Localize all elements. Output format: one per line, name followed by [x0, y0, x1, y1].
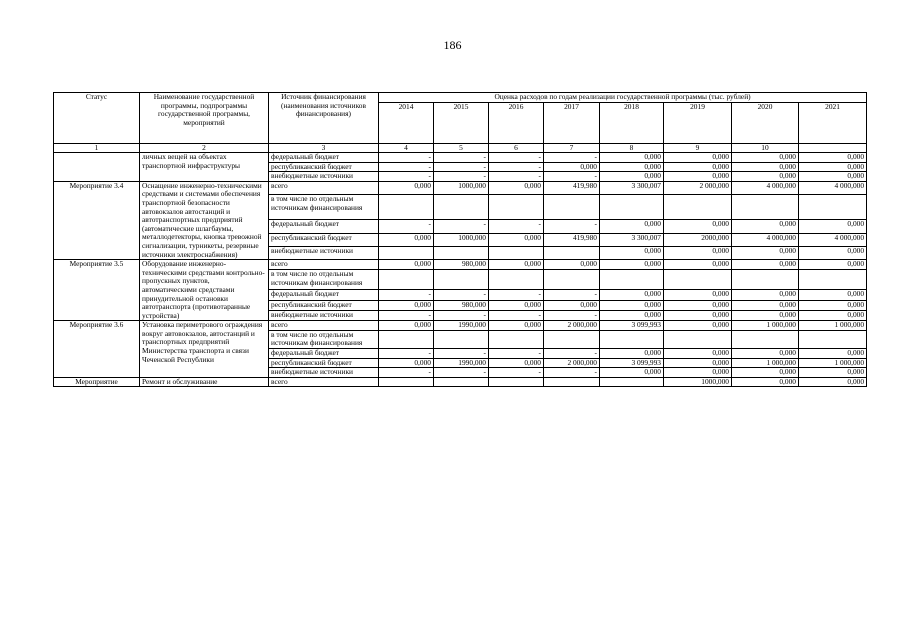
value-cell: -: [434, 162, 489, 172]
column-number-row: [54, 144, 867, 153]
value-cell: 3 099,993: [600, 358, 664, 368]
header-year: 2019: [664, 103, 732, 144]
value-cell: 980,000: [434, 300, 489, 310]
measure-name-cell: Установка периметрового ограждения вокруг автовокзалов, автостанций и транспортных предприятий Министерства транспорта и связи Чеченской Республики: [140, 321, 269, 378]
value-cell: -: [379, 290, 434, 300]
value-cell: [732, 270, 799, 290]
value-cell: [799, 270, 867, 290]
value-cell: 0,000: [732, 220, 799, 233]
value-cell: 0,000: [600, 260, 664, 270]
value-cell: 3 300,007: [600, 181, 664, 194]
value-cell: 0,000: [799, 260, 867, 270]
header-source: Источник финансирования (наименования источников финансирования): [269, 93, 379, 144]
value-cell: 0,000: [489, 260, 544, 270]
funding-source-cell: всего: [269, 321, 379, 331]
value-cell: 2 000,000: [664, 181, 732, 194]
value-cell: 0,000: [489, 233, 544, 246]
budget-table: [53, 92, 867, 387]
measure-name-cell: Ремонт и обслуживание: [140, 377, 269, 387]
value-cell: 0,000: [664, 300, 732, 310]
page-number: 186: [443, 38, 462, 52]
value-cell: [434, 270, 489, 290]
value-cell: 0,000: [799, 162, 867, 172]
header-year: 2021: [799, 103, 867, 144]
value-cell: 0,000: [799, 153, 867, 163]
value-cell: 1 000,000: [732, 358, 799, 368]
value-cell: 2 000,000: [544, 358, 600, 368]
value-cell: [600, 270, 664, 290]
value-cell: -: [434, 368, 489, 378]
value-cell: 0,000: [732, 377, 799, 387]
header-year: 2017: [544, 103, 600, 144]
funding-source-cell: федеральный бюджет: [269, 349, 379, 359]
value-cell: [434, 246, 489, 259]
value-cell: 0,000: [664, 290, 732, 300]
header-status: Статус: [54, 93, 140, 144]
funding-source-cell: всего: [269, 377, 379, 387]
funding-source-cell: в том числе по отдельным источникам финансирования: [269, 195, 379, 220]
funding-source-cell: всего: [269, 260, 379, 270]
value-cell: -: [489, 368, 544, 378]
column-number: 4: [379, 144, 434, 153]
value-cell: [664, 270, 732, 290]
value-cell: -: [544, 153, 600, 163]
value-cell: 0,000: [600, 368, 664, 378]
header-name: Наименование государственной программы, подпрограммы государственной программы, мероприятий: [140, 93, 269, 144]
value-cell: [600, 195, 664, 220]
value-cell: 0,000: [544, 162, 600, 172]
value-cell: 0,000: [489, 181, 544, 194]
value-cell: 0,000: [664, 246, 732, 259]
value-cell: [489, 246, 544, 259]
value-cell: -: [489, 162, 544, 172]
value-cell: 1000,000: [664, 377, 732, 387]
measure-name-cell: Оснащение инженерно-техническими средствами и системами обеспечения транспортной безопасности автовокзалов автостанций и автотранспортных предприятий (автоматические шлагбаумы, металлодетекторы, кнопка тревожной сигнализации, турникеты, резервные источники электроснабжения): [140, 181, 269, 259]
value-cell: -: [434, 349, 489, 359]
value-cell: 0,000: [379, 233, 434, 246]
value-cell: -: [379, 220, 434, 233]
funding-source-cell: федеральный бюджет: [269, 153, 379, 163]
value-cell: 0,000: [664, 260, 732, 270]
measure-name-cell: личных вещей на объектах транспортной инфраструктуры: [140, 153, 269, 182]
column-number: 5: [434, 144, 489, 153]
value-cell: 0,000: [799, 172, 867, 182]
value-cell: [600, 330, 664, 348]
value-cell: -: [434, 172, 489, 182]
value-cell: 0,000: [732, 246, 799, 259]
value-cell: 4 000,000: [732, 233, 799, 246]
table-row: [54, 153, 867, 163]
value-cell: 0,000: [799, 368, 867, 378]
value-cell: 0,000: [489, 300, 544, 310]
column-number: 6: [489, 144, 544, 153]
value-cell: 0,000: [732, 349, 799, 359]
value-cell: [664, 195, 732, 220]
column-number: 8: [600, 144, 664, 153]
value-cell: -: [379, 349, 434, 359]
value-cell: 419,980: [544, 233, 600, 246]
value-cell: 0,000: [600, 220, 664, 233]
value-cell: 0,000: [379, 358, 434, 368]
value-cell: [379, 270, 434, 290]
value-cell: -: [379, 162, 434, 172]
value-cell: 0,000: [600, 153, 664, 163]
value-cell: -: [489, 310, 544, 320]
table-body: [54, 153, 867, 387]
value-cell: 0,000: [379, 260, 434, 270]
value-cell: 0,000: [799, 290, 867, 300]
header-year: 2020: [732, 103, 799, 144]
value-cell: 0,000: [799, 377, 867, 387]
funding-source-cell: в том числе по отдельным источникам финансирования: [269, 330, 379, 348]
value-cell: 0,000: [600, 290, 664, 300]
value-cell: [379, 195, 434, 220]
column-number: 3: [269, 144, 379, 153]
value-cell: -: [489, 220, 544, 233]
funding-source-cell: всего: [269, 181, 379, 194]
value-cell: -: [379, 310, 434, 320]
value-cell: -: [489, 349, 544, 359]
value-cell: [664, 330, 732, 348]
column-number: 2: [140, 144, 269, 153]
status-cell: [54, 153, 140, 182]
value-cell: 0,000: [664, 172, 732, 182]
value-cell: 4 000,000: [799, 181, 867, 194]
value-cell: 0,000: [664, 368, 732, 378]
value-cell: [732, 330, 799, 348]
value-cell: 4 000,000: [799, 233, 867, 246]
value-cell: -: [544, 172, 600, 182]
funding-source-cell: внебюджетные источники: [269, 368, 379, 378]
value-cell: 0,000: [732, 153, 799, 163]
value-cell: 0,000: [379, 300, 434, 310]
value-cell: 0,000: [664, 162, 732, 172]
value-cell: 0,000: [799, 349, 867, 359]
value-cell: 0,000: [732, 172, 799, 182]
value-cell: [600, 377, 664, 387]
value-cell: [379, 246, 434, 259]
header-estimate: Оценка расходов по годам реализации государственной программы (тыс. рублей): [379, 93, 867, 103]
value-cell: -: [544, 290, 600, 300]
value-cell: -: [379, 368, 434, 378]
value-cell: -: [434, 220, 489, 233]
funding-source-cell: республиканский бюджет: [269, 300, 379, 310]
value-cell: 0,000: [600, 246, 664, 259]
value-cell: -: [544, 310, 600, 320]
value-cell: 0,000: [732, 310, 799, 320]
status-cell: Мероприятие 3.4: [54, 181, 140, 259]
value-cell: [434, 330, 489, 348]
value-cell: [434, 195, 489, 220]
value-cell: 980,000: [434, 260, 489, 270]
funding-source-cell: республиканский бюджет: [269, 162, 379, 172]
value-cell: 0,000: [600, 162, 664, 172]
value-cell: 0,000: [600, 349, 664, 359]
value-cell: 0,000: [600, 172, 664, 182]
value-cell: 0,000: [489, 358, 544, 368]
value-cell: -: [544, 368, 600, 378]
value-cell: 1990,000: [434, 321, 489, 331]
value-cell: 0,000: [664, 153, 732, 163]
funding-source-cell: республиканский бюджет: [269, 358, 379, 368]
value-cell: 0,000: [664, 310, 732, 320]
value-cell: 0,000: [664, 358, 732, 368]
value-cell: [489, 330, 544, 348]
funding-source-cell: внебюджетные источники: [269, 310, 379, 320]
value-cell: [489, 270, 544, 290]
value-cell: -: [434, 290, 489, 300]
value-cell: 0,000: [600, 300, 664, 310]
value-cell: 0,000: [664, 349, 732, 359]
value-cell: 0,000: [799, 310, 867, 320]
value-cell: 0,000: [799, 300, 867, 310]
value-cell: -: [489, 172, 544, 182]
value-cell: -: [544, 349, 600, 359]
value-cell: [544, 270, 600, 290]
status-cell: Мероприятие 3.6: [54, 321, 140, 378]
value-cell: 0,000: [732, 162, 799, 172]
value-cell: [732, 195, 799, 220]
value-cell: 2000,000: [664, 233, 732, 246]
funding-source-cell: в том числе по отдельным источникам финансирования: [269, 270, 379, 290]
value-cell: 1990,000: [434, 358, 489, 368]
value-cell: -: [544, 220, 600, 233]
table-row: [54, 321, 867, 331]
value-cell: 0,000: [489, 321, 544, 331]
funding-source-cell: внебюджетные источники: [269, 172, 379, 182]
value-cell: 4 000,000: [732, 181, 799, 194]
header-year: 2018: [600, 103, 664, 144]
value-cell: 0,000: [732, 300, 799, 310]
value-cell: 0,000: [544, 260, 600, 270]
value-cell: -: [379, 153, 434, 163]
status-cell: Мероприятие: [54, 377, 140, 387]
column-number: [799, 144, 867, 153]
value-cell: 1 000,000: [799, 321, 867, 331]
value-cell: [434, 377, 489, 387]
value-cell: 0,000: [732, 290, 799, 300]
value-cell: [489, 195, 544, 220]
column-number: 7: [544, 144, 600, 153]
value-cell: [544, 195, 600, 220]
measure-name-cell: Оборудование инженерно-техническими средствами контрольно-пропускных пунктов, автоматическими средствами принудительной остановки автотранспорта (противотаранные устройства): [140, 260, 269, 321]
value-cell: [379, 330, 434, 348]
value-cell: [799, 195, 867, 220]
column-number: 9: [664, 144, 732, 153]
value-cell: 2 000,000: [544, 321, 600, 331]
header-year: 2016: [489, 103, 544, 144]
table-row: [54, 377, 867, 387]
table-row: [54, 181, 867, 194]
value-cell: 0,000: [379, 321, 434, 331]
value-cell: [544, 246, 600, 259]
value-cell: -: [489, 153, 544, 163]
header-year: 2014: [379, 103, 434, 144]
funding-source-cell: республиканский бюджет: [269, 233, 379, 246]
value-cell: 0,000: [799, 220, 867, 233]
value-cell: -: [379, 172, 434, 182]
table-row: [54, 260, 867, 270]
value-cell: [544, 330, 600, 348]
funding-source-cell: федеральный бюджет: [269, 290, 379, 300]
value-cell: 0,000: [732, 260, 799, 270]
value-cell: 0,000: [379, 181, 434, 194]
value-cell: 1 000,000: [732, 321, 799, 331]
value-cell: [799, 330, 867, 348]
value-cell: 0,000: [600, 310, 664, 320]
column-number: 10: [732, 144, 799, 153]
value-cell: 0,000: [664, 220, 732, 233]
value-cell: [544, 377, 600, 387]
value-cell: 1000,000: [434, 233, 489, 246]
status-cell: Мероприятие 3.5: [54, 260, 140, 321]
value-cell: [379, 377, 434, 387]
value-cell: 419,980: [544, 181, 600, 194]
column-number: 1: [54, 144, 140, 153]
funding-source-cell: федеральный бюджет: [269, 220, 379, 233]
value-cell: [489, 377, 544, 387]
header-year: 2015: [434, 103, 489, 144]
funding-source-cell: внебюджетные источники: [269, 246, 379, 259]
value-cell: 0,000: [544, 300, 600, 310]
value-cell: 0,000: [732, 368, 799, 378]
value-cell: 3 300,007: [600, 233, 664, 246]
value-cell: -: [434, 153, 489, 163]
value-cell: -: [489, 290, 544, 300]
value-cell: 1 000,000: [799, 358, 867, 368]
value-cell: 3 099,993: [600, 321, 664, 331]
value-cell: -: [434, 310, 489, 320]
value-cell: 1000,000: [434, 181, 489, 194]
value-cell: 0,000: [664, 321, 732, 331]
value-cell: 0,000: [799, 246, 867, 259]
